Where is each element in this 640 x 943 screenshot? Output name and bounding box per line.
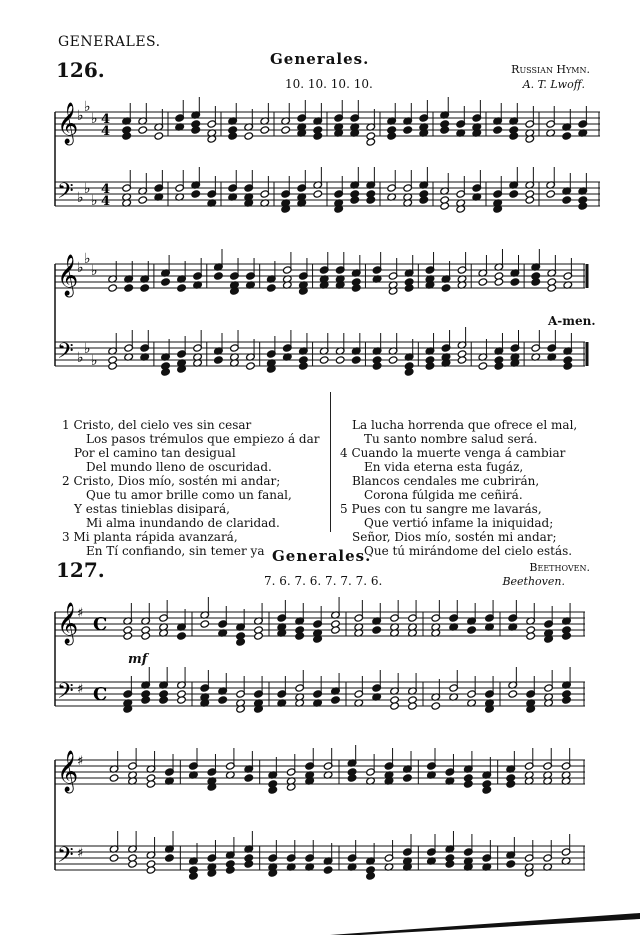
note-head (128, 860, 138, 868)
verse-text: Del mundo lleno de oscuridad. (86, 460, 272, 474)
verse-line (340, 446, 577, 460)
verses-left-column (62, 390, 320, 572)
note-head (177, 632, 187, 640)
note-head (177, 284, 187, 292)
stanza-number: 5 (340, 502, 352, 516)
note-head (546, 190, 556, 198)
flat-sign-icon: ♭ (77, 350, 84, 366)
note-head (387, 132, 397, 140)
note-head (323, 866, 333, 874)
verse-text: Por el camino tan desigual (74, 446, 236, 460)
note-head (161, 368, 171, 376)
note-head (281, 126, 291, 134)
flat-sign-icon: ♭ (91, 263, 98, 279)
note-head (313, 132, 323, 140)
verse-line (62, 502, 320, 516)
verse-text: Cristo, Dios mío, sostén mi andar; (73, 474, 281, 488)
note-head (189, 872, 199, 880)
verse-line (340, 544, 577, 558)
note-head (419, 196, 429, 204)
verse-line (62, 432, 320, 446)
note-head (372, 362, 382, 370)
note-head (493, 126, 503, 134)
note-head (351, 356, 361, 364)
flat-sign-icon: ♭ (77, 190, 84, 206)
note-head (161, 278, 171, 286)
note-head (246, 362, 256, 370)
note-head (200, 620, 210, 628)
note-head (214, 356, 224, 364)
stanza-number: 4 (340, 446, 352, 460)
note-head (331, 626, 341, 634)
column-divider (330, 392, 331, 532)
note-head (319, 356, 329, 364)
music-system-126-1 (55, 98, 615, 238)
note-head (299, 362, 309, 370)
verse-line (340, 488, 577, 502)
music-system-127-2 (55, 746, 615, 886)
verse-text: En vida eterna esta fugáz, (364, 460, 524, 474)
note-head (177, 696, 187, 704)
flat-sign-icon: ♭ (84, 341, 91, 357)
music-system-126-2 (55, 250, 615, 380)
note-head (254, 632, 264, 640)
verse-line (62, 488, 320, 502)
bass-clef-icon: 𝄢 (57, 179, 74, 209)
note-head (138, 126, 148, 134)
verse-text: Que tú mirándome del cielo estás. (364, 544, 573, 558)
time-signature (101, 182, 110, 209)
verse-text: Y estas tinieblas disipará, (74, 502, 230, 516)
note-head (109, 854, 119, 862)
note-head (510, 278, 520, 286)
note-head (214, 272, 224, 280)
note-head (165, 854, 175, 862)
note-head (578, 202, 588, 210)
sharp-sign-icon: ♯ (77, 682, 84, 697)
note-head (526, 632, 536, 640)
treble-clef-icon: 𝄞 (57, 255, 79, 296)
hymn-number-127: 127. (56, 558, 105, 582)
svg-text:4: 4 (101, 124, 111, 139)
verse-text: En Tí confiando, sin temer ya (86, 544, 265, 558)
note-head (478, 362, 488, 370)
note-head (228, 132, 238, 140)
note-head (562, 696, 572, 704)
meter-127: 7. 6. 7. 6. 7. 7. 7. 6. (264, 574, 383, 588)
note-head (440, 202, 450, 210)
sharp-sign-icon: ♯ (77, 754, 84, 769)
bass-clef-icon: 𝄢 (57, 679, 74, 709)
page-edge-mark (0, 905, 640, 935)
note-head (482, 786, 492, 794)
composer-127: Beethoven. (502, 575, 565, 588)
note-head (509, 190, 519, 198)
note-head (478, 278, 488, 286)
flat-sign-icon: ♭ (91, 353, 98, 369)
note-head (146, 866, 156, 874)
note-head (509, 132, 519, 140)
note-head (347, 774, 357, 782)
note-head (124, 284, 134, 292)
verse-text: Tu santo nombre salud será. (364, 432, 538, 446)
verse-line (62, 460, 320, 474)
note-head (244, 860, 254, 868)
common-time-icon: C (93, 614, 108, 635)
tune-name-127: Beethoven. (529, 561, 590, 574)
verse-text: Blancos cendales me cubrirán, (352, 474, 540, 488)
svg-text:4: 4 (101, 182, 111, 197)
note-head (457, 356, 467, 364)
svg-text:4: 4 (101, 194, 111, 209)
note-head (191, 126, 201, 134)
note-head (366, 138, 376, 146)
note-head (335, 356, 345, 364)
hymn-number-126: 126. (56, 58, 105, 82)
note-head (508, 690, 518, 698)
note-head (390, 702, 400, 710)
note-head (138, 196, 148, 204)
amen-label: A-men. (548, 314, 596, 328)
verse-text: Mi planta rápida avanzará, (73, 530, 238, 544)
common-time-icon: C (93, 684, 108, 705)
note-head (563, 362, 573, 370)
flat-sign-icon: ♭ (84, 99, 91, 115)
note-head (388, 356, 398, 364)
note-head (403, 774, 413, 782)
verse-line (340, 516, 577, 530)
treble-clef-icon: 𝄞 (57, 103, 79, 144)
note-head (154, 132, 164, 140)
music-system-127-1 (55, 598, 615, 738)
svg-text:4: 4 (101, 112, 111, 127)
note-head (331, 696, 341, 704)
note-head (350, 196, 360, 204)
sharp-sign-icon: ♯ (77, 606, 84, 621)
meter-126: 10. 10. 10. 10. (285, 77, 373, 91)
flat-sign-icon: ♭ (91, 193, 98, 209)
note-head (506, 780, 516, 788)
composer-126: A. T. Lwoff. (522, 78, 585, 91)
note-head (467, 626, 477, 634)
verse-text: Mi alma inundando de claridad. (86, 516, 280, 530)
treble-clef-icon: 𝄞 (57, 603, 79, 644)
note-head (366, 872, 376, 880)
note-head (404, 368, 414, 376)
note-head (431, 702, 441, 710)
note-head (403, 126, 413, 134)
verse-line (340, 502, 577, 516)
note-head (531, 278, 541, 286)
note-head (547, 284, 557, 292)
note-head (123, 632, 133, 640)
verse-line (340, 474, 577, 488)
note-head (313, 190, 323, 198)
note-head (260, 126, 270, 134)
flat-sign-icon: ♭ (77, 108, 84, 124)
verse-line (62, 530, 320, 544)
note-head (266, 284, 276, 292)
note-head (191, 190, 201, 198)
dynamic-marking: mf (128, 652, 148, 667)
treble-clef-icon: 𝄞 (57, 751, 79, 792)
verse-text: La lucha horrenda que ofrece el mal, (352, 418, 578, 432)
note-head (108, 284, 118, 292)
verse-text: Que vertió infame la iniquidad; (364, 516, 554, 530)
tune-name-126: Russian Hymn. (511, 63, 590, 76)
verse-text: Cristo, del cielo ves sin cesar (73, 418, 252, 432)
verse-text: Corona fúlgida me ceñirá. (364, 488, 523, 502)
note-head (141, 696, 151, 704)
note-head (445, 860, 455, 868)
stanza-number: 3 (62, 530, 74, 544)
note-head (140, 284, 150, 292)
note-head (351, 284, 361, 292)
note-head (244, 774, 254, 782)
note-head (404, 284, 414, 292)
verse-line (340, 432, 577, 446)
flat-sign-icon: ♭ (77, 260, 84, 276)
note-head (244, 132, 254, 140)
verse-line (62, 516, 320, 530)
verse-line (340, 418, 577, 432)
note-head (562, 632, 572, 640)
note-head (464, 780, 474, 788)
hymn-title-127: Generales. (272, 547, 372, 565)
verse-text: Cuando la muerte venga á cambiar (351, 446, 566, 460)
verse-line (62, 418, 320, 432)
hymn-title-126: Generales. (270, 50, 370, 68)
note-head (226, 866, 236, 874)
verse-line (340, 460, 577, 474)
verse-text: Señor, Dios mío, sostén mi andar; (352, 530, 557, 544)
sharp-sign-icon: ♯ (77, 846, 84, 861)
verses-right-column (340, 390, 577, 572)
note-head (425, 362, 435, 370)
stanza-number: 1 (62, 418, 74, 432)
note-head (108, 362, 118, 370)
verse-line (62, 474, 320, 488)
bass-staff (55, 342, 585, 366)
note-head (122, 132, 132, 140)
note-head (141, 632, 151, 640)
note-head (408, 702, 418, 710)
verse-text: Pues con tu sangre me lavarás, (351, 502, 542, 516)
note-head (372, 626, 382, 634)
time-signature (101, 112, 110, 139)
verse-line (62, 446, 320, 460)
verse-line (340, 530, 577, 544)
bass-clef-icon: 𝄢 (57, 843, 74, 873)
note-head (441, 284, 451, 292)
note-head (146, 780, 156, 788)
note-head (218, 696, 228, 704)
note-head (562, 196, 572, 204)
note-head (366, 196, 376, 204)
note-head (109, 774, 119, 782)
verse-text: Que tu amor brille como un fanal, (86, 488, 292, 502)
section-header: GENERALES. (58, 34, 161, 50)
note-head (268, 786, 278, 794)
note-head (494, 278, 504, 286)
flat-sign-icon: ♭ (91, 111, 98, 127)
note-head (562, 132, 572, 140)
verse-text: Los pasos trémulos que empiezo á dar (86, 432, 320, 446)
note-head (159, 696, 169, 704)
flat-sign-icon: ♭ (84, 181, 91, 197)
note-head (440, 126, 450, 134)
flat-sign-icon: ♭ (84, 251, 91, 267)
stanza-number: 2 (62, 474, 74, 488)
note-head (525, 196, 535, 204)
note-head (506, 860, 516, 868)
note-head (494, 362, 504, 370)
note-head (236, 638, 246, 646)
bass-clef-icon: 𝄢 (57, 339, 74, 369)
note-head (295, 632, 305, 640)
